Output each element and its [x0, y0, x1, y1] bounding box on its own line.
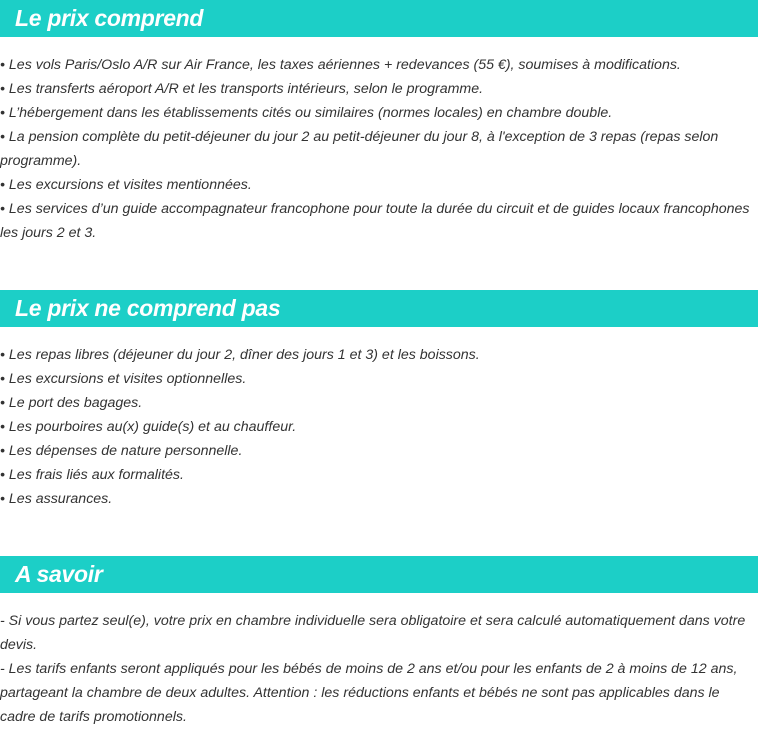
list-item: • Les assurances. — [0, 491, 113, 507]
list-item: • Les pourboires au(x) guide(s) et au chauffeur. — [0, 419, 297, 435]
list-item: • Le port des bagages. — [0, 395, 143, 411]
list-item: • Les repas libres (déjeuner du jour 2, dîner des jours 1 et 3) et les boissons. — [0, 347, 480, 363]
section-prix-comprend — [0, 0, 758, 245]
list-item: • Les excursions et visites optionnelles. — [0, 371, 247, 387]
list-item: - Les tarifs enfants seront appliqués pour les bébés de moins de 2 ans et/ou pour les enfants de 2 à moins de 12 ans, partageant la chambre de deux adultes. Attention : les réductions enfants et bébés ne sont pas applicables dans le cadre de tarifs promotionnels. — [0, 661, 738, 725]
list-item: • Les frais liés aux formalités. — [0, 467, 184, 483]
list-item: • Les transferts aéroport A/R et les transports intérieurs, selon le programme. — [0, 81, 484, 97]
section-title: Le prix ne comprend pas — [15, 295, 281, 321]
section-body — [0, 593, 758, 729]
section-title: Le prix comprend — [15, 5, 204, 31]
list-item: • Les dépenses de nature personnelle. — [0, 443, 243, 459]
section-title: A savoir — [15, 561, 103, 587]
list-item: • Les excursions et visites mentionnées. — [0, 177, 252, 193]
list-item: • L’hébergement dans les établissements cités ou similaires (normes locales) en chambre double. — [0, 105, 613, 121]
list-item: - Si vous partez seul(e), votre prix en chambre individuelle sera obligatoire et sera calculé automatiquement dans votre devis. — [0, 613, 746, 653]
list-item: • La pension complète du petit-déjeuner du jour 2 au petit-déjeuner du jour 8, à l'exception de 3 repas (repas selon programme). — [0, 129, 719, 169]
list-item: • Les vols Paris/Oslo A/R sur Air France, les taxes aériennes + redevances (55 €), soumises à modifications. — [0, 57, 681, 73]
list-item: • Les services d’un guide accompagnateur francophone pour toute la durée du circuit et de guides locaux francophones les jours 2 et 3. — [0, 201, 750, 241]
section-header — [0, 556, 758, 593]
section-header — [0, 0, 758, 37]
section-prix-ne-comprend-pas — [0, 290, 758, 511]
section-body — [0, 37, 758, 245]
section-body — [0, 327, 758, 511]
section-header — [0, 290, 758, 327]
section-a-savoir — [0, 556, 758, 729]
